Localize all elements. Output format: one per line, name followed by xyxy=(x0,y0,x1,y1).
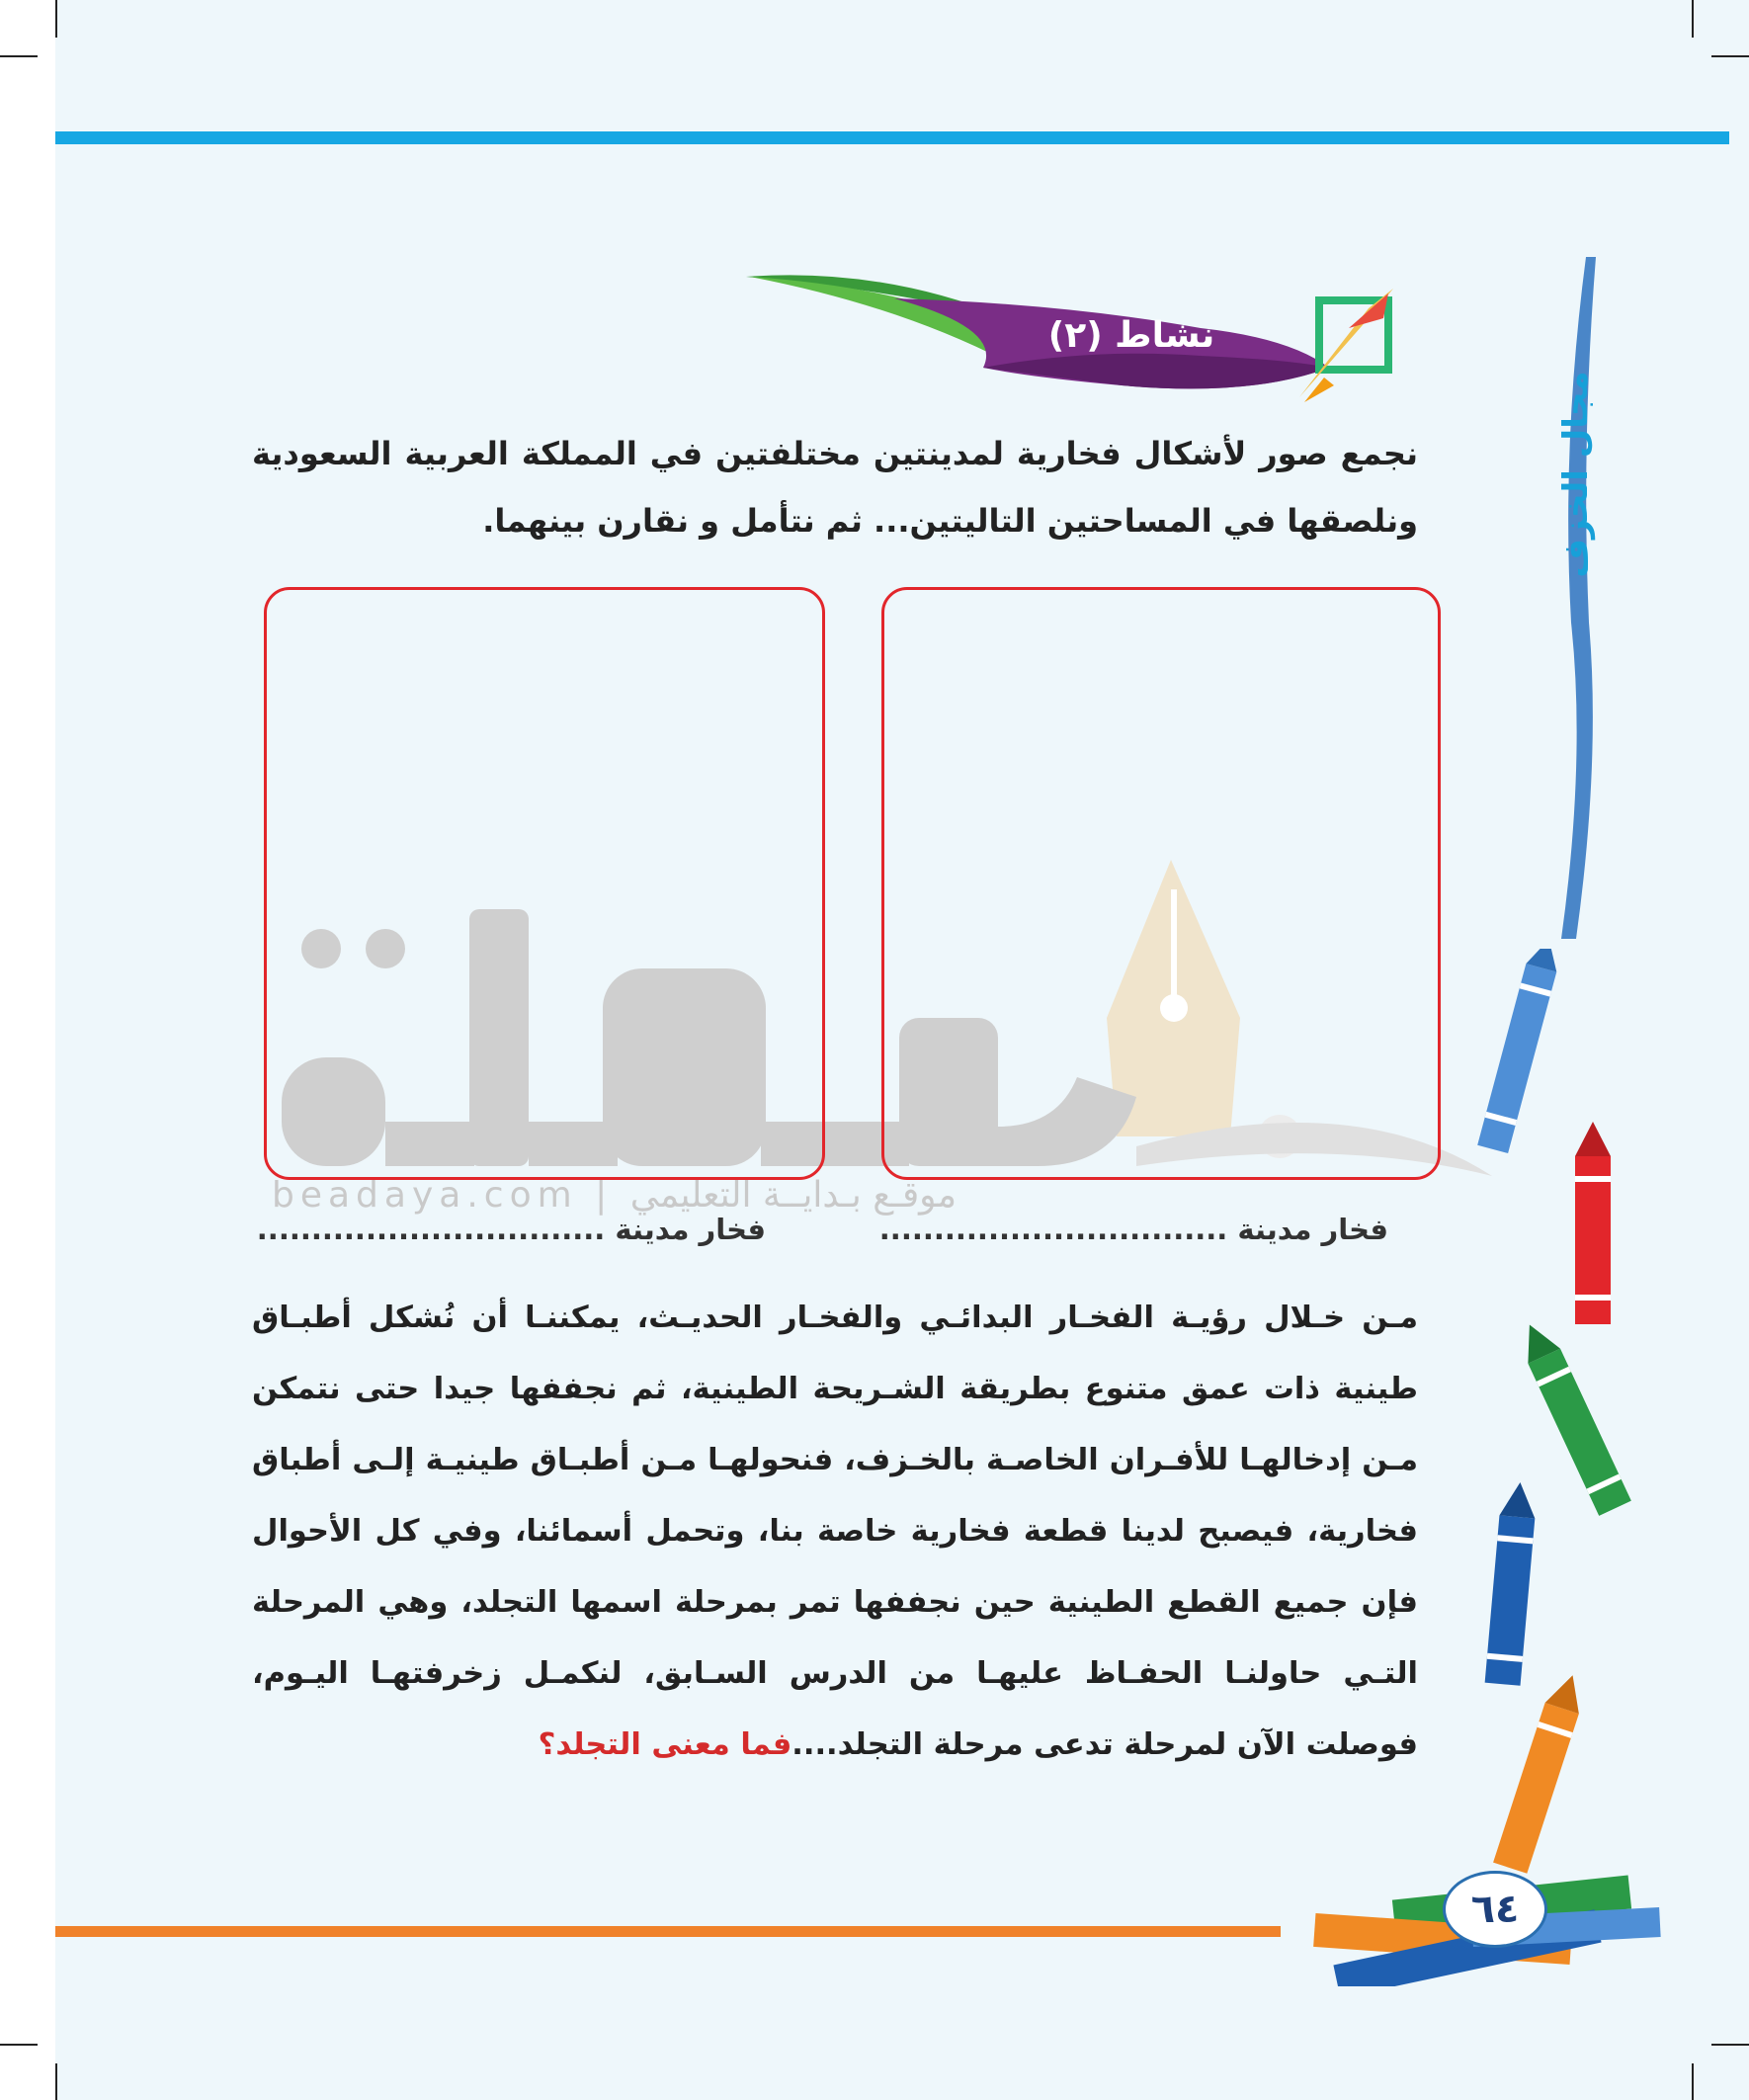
side-title: مجال الخزف xyxy=(1556,371,1596,578)
crayon-red-icon xyxy=(1575,1122,1611,1324)
crop-mark xyxy=(55,2063,57,2100)
crayon-blue-dark-icon xyxy=(1485,1480,1539,1685)
crop-mark xyxy=(1692,2063,1694,2100)
crop-mark xyxy=(55,0,57,38)
crayons-decoration xyxy=(1275,949,1670,1986)
activity-title: نشاط (٢) xyxy=(1047,315,1215,356)
side-title-area xyxy=(1546,356,1606,593)
crayon-orange-icon xyxy=(1493,1670,1590,1874)
intro-paragraph: نجمع صور لأشكال فخارية لمدينتين مختلفتين في المملكة العربية السعودية ونلصقها في المساحتين التاليتين... ثم نتأمل و نقارن بينهما. xyxy=(252,435,1418,540)
crop-mark xyxy=(1711,2044,1749,2046)
crop-mark xyxy=(0,55,38,57)
body-paragraph xyxy=(252,1283,1418,1781)
crop-mark xyxy=(1692,0,1694,38)
bottom-rule xyxy=(55,1926,1281,1937)
crayon-green-icon xyxy=(1514,1317,1631,1516)
question-text: فما معنى التجلد؟ xyxy=(538,1727,792,1762)
caption-right: فخار مدينة ................................ xyxy=(878,1213,1388,1246)
caption-left: فخار مدينة ................................ xyxy=(256,1213,766,1246)
top-rule xyxy=(55,131,1729,144)
page-number: ٦٤ xyxy=(1443,1871,1547,1948)
body-text: مـن خـلال رؤيـة الفخـار البدائـي والفخـار الحديـث، يمكننـا أن نُشكل أطبـاق طينية ذات عمق متنوع بطريقة الشـريحة الطينية، ثم نجففها جيدا حتى نتمكن مـن إدخالهـا للأفـران الخاصـة بالخـزف، فنحولهـا مـن أطبـاق طينيـة إلـى أطباق فخارية، فيصبح لدينا قطعة فخارية خاصة بنا، وتحمل أسمائنا، وفي كل الأحوال فإن جميع القطع الطينية حين نجففها تمر بمرحلة اسمها التجلد، وهي المرحلة التـي حاولنـا الحفـاظ عليهـا من الدرس السـابق، لنكمـل زخرفتهـا اليـوم، فوصلت الآن لمرحلة تدعى مرحلة التجلد.... xyxy=(252,1301,1418,1762)
crop-mark xyxy=(0,2044,38,2046)
image-box-left[interactable] xyxy=(264,587,825,1180)
crop-mark xyxy=(1711,55,1749,57)
rocket-icon xyxy=(1299,289,1393,402)
side-brush-stroke xyxy=(1541,247,1621,949)
crayon-blue-light-icon xyxy=(1477,949,1564,1153)
watermark-site: beadaya.com | موقـع بـدايــة التعليمي xyxy=(272,1175,958,1216)
